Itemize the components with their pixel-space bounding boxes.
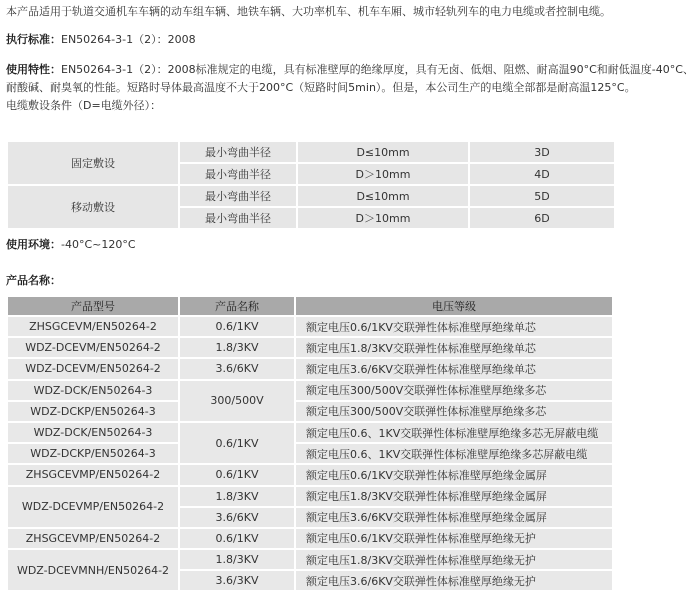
laying-value: 3D <box>469 141 615 163</box>
laying-group-mobile: 移动敷设 <box>7 185 179 229</box>
environment-label: 使用环境： <box>6 238 61 251</box>
product-model: WDZ-DCEVM/EN50264-2 <box>7 337 179 358</box>
product-model: WDZ-DCEVMNH/EN50264-2 <box>7 549 179 591</box>
product-model: WDZ-DCKP/EN50264-3 <box>7 443 179 464</box>
products-title: 产品名称： <box>6 274 61 287</box>
laying-condition: D＞10mm <box>297 163 469 185</box>
laying-value: 5D <box>469 185 615 207</box>
laying-item: 最小弯曲半径 <box>179 141 297 163</box>
table-row <box>7 316 613 337</box>
standard-label: 执行标准： <box>6 33 61 46</box>
table-row <box>7 401 613 422</box>
standard-line <box>6 32 196 48</box>
product-voltage: 1.8/3KV <box>179 486 295 507</box>
characteristics-line-1 <box>6 62 694 78</box>
product-description: 额定电压3.6/6KV交联弹性体标准壁厚绝缘金属屏 <box>295 507 613 528</box>
header-name: 产品名称 <box>179 296 295 316</box>
product-description: 额定电压0.6/1KV交联弹性体标准壁厚绝缘无护 <box>295 528 613 549</box>
laying-conditions-table <box>6 140 616 230</box>
product-model: WDZ-DCKP/EN50264-3 <box>7 401 179 422</box>
table-row <box>7 443 613 464</box>
table-row <box>7 549 613 570</box>
product-description: 额定电压0.6、1KV交联弹性体标准壁厚绝缘多芯无屏蔽电缆 <box>295 422 613 443</box>
product-voltage: 300/500V <box>179 380 295 422</box>
product-description: 额定电压300/500V交联弹性体标准壁厚绝缘多芯 <box>295 380 613 401</box>
product-description: 额定电压3.6/6KV交联弹性体标准壁厚绝缘无护 <box>295 570 613 591</box>
laying-value: 6D <box>469 207 615 229</box>
product-model: WDZ-DCK/EN50264-3 <box>7 380 179 401</box>
table-row <box>7 141 615 163</box>
table-header-row <box>7 296 613 316</box>
intro-text: 本产品适用于轨道交通机车车辆的动车组车辆、地铁车辆、大功率机车、机车车厢、城市轻轨列车的电力电缆或者控制电缆。 <box>6 5 611 18</box>
laying-item: 最小弯曲半径 <box>179 163 297 185</box>
product-voltage: 3.6/6KV <box>179 358 295 379</box>
table-row <box>7 464 613 485</box>
product-model: ZHSGCEVMP/EN50264-2 <box>7 528 179 549</box>
product-voltage: 3.6/3KV <box>179 570 295 591</box>
product-model: WDZ-DCK/EN50264-3 <box>7 422 179 443</box>
product-description: 额定电压1.8/3KV交联弹性体标准壁厚绝缘金属屏 <box>295 486 613 507</box>
laying-item: 最小弯曲半径 <box>179 207 297 229</box>
laying-value: 4D <box>469 163 615 185</box>
table-row <box>7 337 613 358</box>
characteristics-text-1: EN50264-3-1（2）：2008标准规定的电缆，具有标准壁厚的绝缘厚度，具有无卤、低烟、阻燃、耐高温90°C和耐低温度-40°C、 <box>61 63 694 76</box>
product-voltage: 0.6/1KV <box>179 464 295 485</box>
product-voltage: 3.6/6KV <box>179 507 295 528</box>
table-row <box>7 486 613 507</box>
product-model: WDZ-DCEVMP/EN50264-2 <box>7 486 179 528</box>
table-row <box>7 358 613 379</box>
product-description: 额定电压1.8/3KV交联弹性体标准壁厚绝缘单芯 <box>295 337 613 358</box>
header-model: 产品型号 <box>7 296 179 316</box>
product-voltage: 0.6/1KV <box>179 316 295 337</box>
product-description: 额定电压0.6/1KV交联弹性体标准壁厚绝缘单芯 <box>295 316 613 337</box>
product-model: WDZ-DCEVM/EN50264-2 <box>7 358 179 379</box>
product-description: 额定电压1.8/3KV交联弹性体标准壁厚绝缘无护 <box>295 549 613 570</box>
product-table <box>6 295 614 592</box>
laying-condition: D≤10mm <box>297 185 469 207</box>
standard-value: EN50264-3-1（2）：2008 <box>61 33 196 46</box>
characteristics-line-2: 耐酸碱、耐臭氧的性能。短路时导体最高温度不大于200°C（短路时间5min）。但是，本公司生产的电缆全部都是耐高温125°C。 <box>6 81 636 94</box>
product-description: 额定电压0.6/1KV交联弹性体标准壁厚绝缘金属屏 <box>295 464 613 485</box>
laying-conditions-caption: 电缆敷设条件（D=电缆外径）： <box>6 99 162 112</box>
header-voltage: 电压等级 <box>295 296 613 316</box>
table-row <box>7 422 613 443</box>
characteristics-label: 使用特性： <box>6 63 61 76</box>
laying-condition: D＞10mm <box>297 207 469 229</box>
environment-line <box>6 237 136 253</box>
product-description: 额定电压0.6、1KV交联弹性体标准壁厚绝缘多芯屏蔽电缆 <box>295 443 613 464</box>
laying-group-fixed: 固定敷设 <box>7 141 179 185</box>
product-voltage: 1.8/3KV <box>179 337 295 358</box>
environment-value: -40°C~120°C <box>61 238 136 251</box>
product-description: 额定电压3.6/6KV交联弹性体标准壁厚绝缘单芯 <box>295 358 613 379</box>
product-model: ZHSGCEVM/EN50264-2 <box>7 316 179 337</box>
laying-condition: D≤10mm <box>297 141 469 163</box>
table-row <box>7 185 615 207</box>
table-row <box>7 380 613 401</box>
product-voltage: 0.6/1KV <box>179 422 295 464</box>
laying-item: 最小弯曲半径 <box>179 185 297 207</box>
product-voltage: 0.6/1KV <box>179 528 295 549</box>
product-description: 额定电压300/500V交联弹性体标准壁厚绝缘多芯 <box>295 401 613 422</box>
table-row <box>7 528 613 549</box>
product-model: ZHSGCEVMP/EN50264-2 <box>7 464 179 485</box>
product-voltage: 1.8/3KV <box>179 549 295 570</box>
